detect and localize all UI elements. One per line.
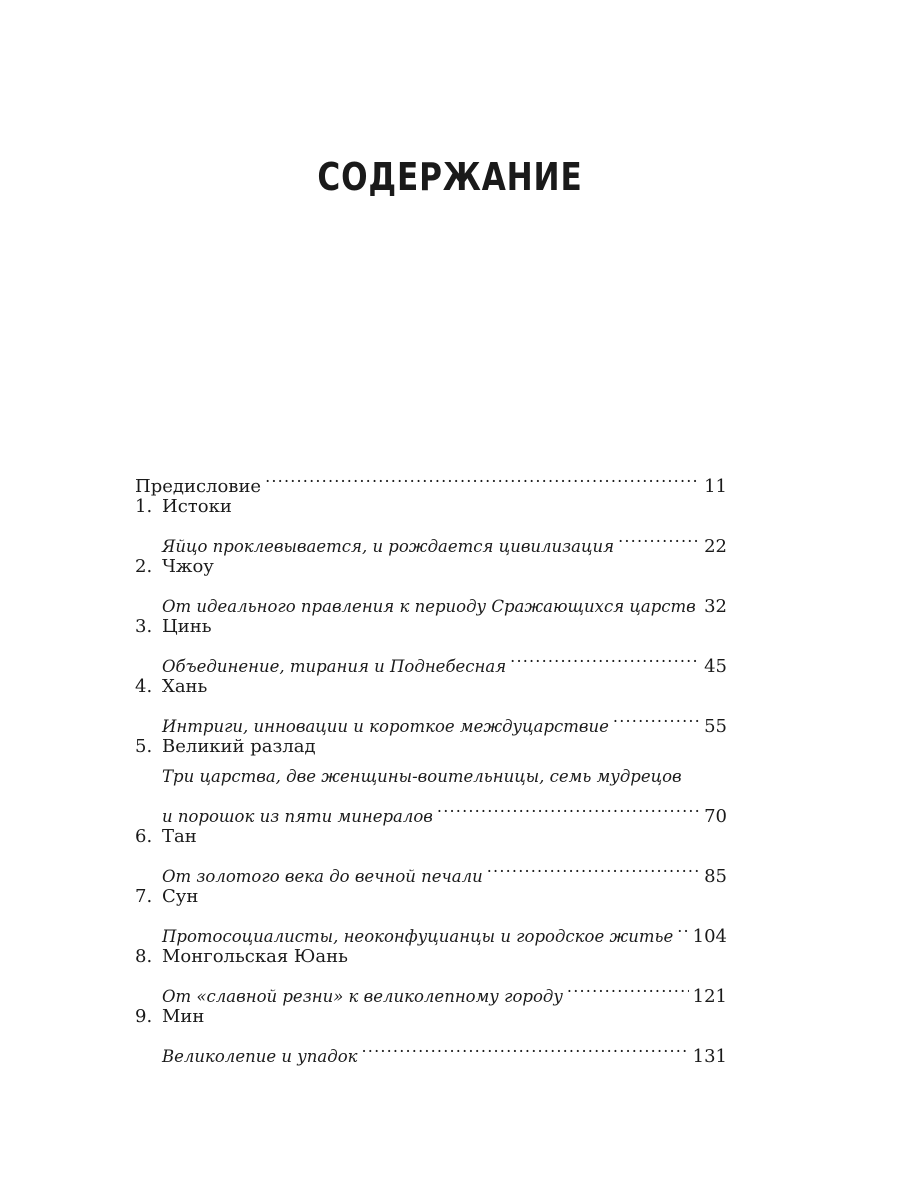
toc-page-number: 55: [704, 716, 727, 737]
chapter-name: Истоки: [162, 496, 232, 517]
table-of-contents: [135, 462, 727, 1067]
chapter-subtitle: От «славной резни» к великолепному городу: [162, 987, 563, 1006]
chapter-number: 3.: [135, 616, 153, 637]
chapter-name: Хань: [162, 676, 208, 697]
chapter-subtitle: От золотого века до вечной печали: [162, 867, 483, 886]
chapter-number: 1.: [135, 496, 153, 517]
toc-page-number: 11: [704, 476, 727, 497]
toc-chapter-subtitle: [135, 912, 727, 947]
chapter-number: 8.: [135, 946, 153, 967]
chapter-number: 4.: [135, 676, 153, 697]
chapter-subtitle: Протосоциалисты, неоконфуцианцы и городское житье: [162, 927, 674, 946]
toc-chapter-heading: [135, 822, 727, 852]
chapter-subtitle: Объединение, тирания и Поднебесная: [162, 657, 507, 676]
toc-chapter-subtitle: [135, 522, 727, 557]
chapter-number: 7.: [135, 886, 153, 907]
chapter-number: 2.: [135, 556, 153, 577]
dot-leader: [362, 1032, 689, 1062]
toc-chapter-heading: [135, 492, 727, 522]
chapter-subtitle: Великолепие и упадок: [162, 1047, 358, 1066]
toc-chapter-heading: [135, 672, 727, 702]
dot-leader: [567, 972, 689, 1002]
toc-page-number: 32: [704, 596, 727, 617]
toc-chapter-subtitle: [135, 1032, 727, 1067]
toc-chapter-heading: [135, 732, 727, 762]
chapter-name: Монгольская Юань: [162, 946, 348, 967]
dot-leader: [677, 912, 688, 942]
toc-chapter-subtitle: [135, 582, 727, 617]
chapter-subtitle: Интриги, инновации и короткое междуцарствие: [162, 717, 609, 736]
toc-chapter-heading: [135, 552, 727, 582]
toc-chapter-heading: [135, 882, 727, 912]
dot-leader: [510, 642, 700, 672]
dot-leader: [265, 462, 700, 492]
chapter-subtitle: Три царства, две женщины-воительницы, семь мудрецов: [162, 767, 682, 786]
toc-page-number: 45: [704, 656, 727, 677]
toc-page-number: 131: [692, 1046, 727, 1067]
dot-leader: [487, 852, 700, 882]
toc-entry-preface: [135, 462, 727, 497]
chapter-name: Чжоу: [162, 556, 214, 577]
chapter-name: Цинь: [162, 616, 212, 637]
chapter-subtitle: и порошок из пяти минералов: [162, 807, 433, 826]
dot-leader: [437, 792, 700, 822]
chapter-name: Сун: [162, 886, 199, 907]
chapter-number: 9.: [135, 1006, 153, 1027]
dot-leader: [613, 702, 700, 732]
dot-leader: [618, 522, 700, 552]
toc-chapter-subtitle: [135, 792, 727, 827]
toc-chapter-subtitle-line: [135, 762, 727, 792]
toc-chapter-subtitle: [135, 642, 727, 677]
chapter-name: Великий разлад: [162, 736, 316, 757]
toc-chapter-heading: [135, 612, 727, 642]
chapter-subtitle: Яйцо проклевывается, и рождается цивилизация: [162, 537, 615, 556]
chapter-name: Мин: [162, 1006, 205, 1027]
chapter-name: Тан: [162, 826, 197, 847]
chapter-number: 5.: [135, 736, 153, 757]
toc-page-number: 22: [704, 536, 727, 557]
toc-page-number: 104: [692, 926, 727, 947]
toc-chapter-heading: [135, 942, 727, 972]
toc-page-number: 121: [692, 986, 727, 1007]
chapter-number: 6.: [135, 826, 153, 847]
page-title: СОДЕРЖАНИЕ: [317, 155, 583, 199]
toc-page-number: 70: [704, 806, 727, 827]
toc-chapter-subtitle: [135, 852, 727, 887]
toc-page-number: 85: [704, 866, 727, 887]
toc-entry-label: Предисловие: [135, 476, 262, 497]
chapter-subtitle: От идеального правления к периоду Сражающихся царств: [162, 597, 696, 616]
toc-chapter-heading: [135, 1002, 727, 1032]
toc-chapter-subtitle: [135, 972, 727, 1007]
toc-chapter-subtitle: [135, 702, 727, 737]
